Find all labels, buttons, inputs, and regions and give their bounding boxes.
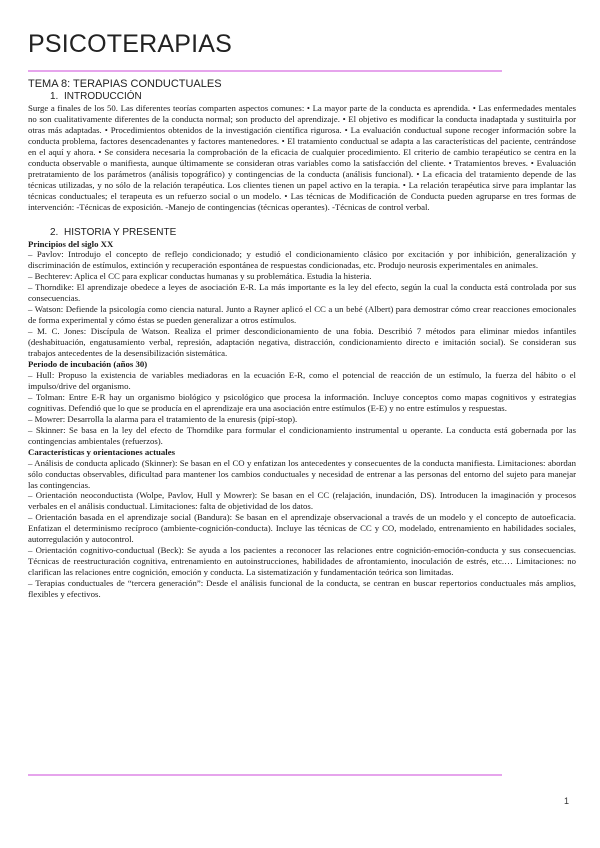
footer-rule [28,774,502,776]
section-number: 1. [50,91,59,102]
history-item: – Orientación basada en el aprendizaje social (Bandura): Se basan en el aprendizaje observacional a través de un modelo y el concepto de autoeficacia. Enfatizan el determinismo recíproco (ambiente-cognición-conducta). Incluye las técnicas de CC y CO, modelado, entrenamiento en habilidades sociales, autorregulación y autocontrol. [28,512,576,545]
history-item: – Skinner: Se basa en la ley del efecto de Thorndike para formular el condicionamiento instrumental u operante. La conducta está gobernada por las contingencias ambientales (refuerzos). [28,424,576,446]
history-item: – Tolman: Entre E-R hay un organismo biológico y psicológico que procesa la información. Incluye conceptos como mapas cognitivos y estrategias cognitivas. Defendió que lo que se producía en el aprendizaje era una asociación entre estímulos (E-E) y no entre estímulos y respuestas. [28,391,576,413]
history-item: – Terapias conductuales de “tercera generación”: Desde el análisis funcional de la conducta, se centran en buscar repertorios conductuales más amplios, flexibles y efectivos. [28,578,576,600]
page-number: 1 [564,796,570,806]
history-item: – Watson: Defiende la psicología como ciencia natural. Junto a Rayner aplicó el CC a un bebé (Albert) para demostrar cómo crear reacciones emocionales de forma experimental y cómo éstas se pueden generalizar a otros estímulos. [28,304,576,326]
subsection-heading: Principios del siglo XX [28,238,114,249]
history-item: – Hull: Propuso la existencia de variables mediadoras en la ecuación E-R, como el potencial de reacción de un estímulo, la fuerza del hábito o el impulso/drive del organismo. [28,369,576,391]
subsection-heading: Periodo de incubación (años 30) [28,359,148,370]
section-title: INTRODUCCIÓN [64,91,142,102]
document-title: PSICOTERAPIAS [28,30,233,58]
history-item: – Análisis de conducta aplicado (Skinner): Se basan en el CO y enfatizan los antecedentes y consecuentes de la conducta manifiesta. Limitaciones: abordan sólo conductas observables, dificultad para mantener los cambios conductuales y necesidad de entrenar a las personas del entorno del sujeto para manejar las contingencias. [28,457,576,490]
history-item: – Bechterev: Aplica el CC para explicar conductas humanas y su problemática. Estudia la histeria. [28,271,372,282]
section-title: HISTORIA Y PRESENTE [64,226,177,238]
topic-title: TEMA 8: TERAPIAS CONDUCTUALES [28,78,222,90]
page-content [28,78,576,600]
section-heading-introduccion [50,91,576,103]
history-item: – Orientación neoconductista (Wolpe, Pavlov, Hull y Mowrer): Se basan en el CC (relajación, inundación, DS). Introducen la imaginación y procesos verbales en el análisis conductual. Limitaciones: falta de objetividad de los datos. [28,490,576,512]
history-item: – M. C. Jones: Discípula de Watson. Realiza el primer descondicionamiento de una fobia. Describió 7 métodos para eliminar miedos infantiles (deshabituación, engatusamiento verbal, represión, adaptación negativa, distracción, condicionamiento directo e imitación social). Se consideran sus trabajos antecedentes de la desensibilización sistemática. [28,326,576,359]
history-item: – Mowrer: Desarrolla la alarma para el tratamiento de la enuresis (pipí-stop). [28,413,298,424]
history-item: – Thorndike: El aprendizaje obedece a leyes de asociación E-R. La más importante es la ley del efecto, según la cual la conducta está controlada por sus consecuencias. [28,282,576,304]
subsection-heading: Características y orientaciones actuales [28,446,176,457]
history-item: – Orientación cognitivo-conductual (Beck): Se ayuda a los pacientes a reconocer las relaciones entre cognición-emoción-conducta y sus consecuencias. Técnicas de reestructuración cognitiva, entrenamiento en autoinstrucciones, habilidades de afrontamiento, inoculación de estrés, etc.… Limitaciones: no clarifican las relaciones entre cognición, emoción y conducta. La sistematización y fundamentación teórica son limitadas. [28,545,576,578]
section-heading-historia [50,227,576,239]
section-number: 2. [50,226,59,238]
history-item: – Pavlov: Introdujo el concepto de reflejo condicionado; y estudió el condicionamiento clásico por excitación y por inhibición, generalización y discriminación de estímulos, extinción y recuperación espontánea de respuestas condicionadas, etc. Produjo neurosis experimentales en animales. [28,249,576,271]
title-underline [28,70,502,72]
intro-paragraph: Surge a finales de los 50. Las diferentes teorías comparten aspectos comunes: • La mayor parte de la conducta es aprendida. • Las enfermedades mentales no son cualitativamente diferentes de la conducta normal; son producto del aprendizaje. • El objetivo es modificar la conducta inadaptada y sustituirla por otras más adaptadas. • Procedimientos obtenidos de la investigación científica rigurosa. • La evaluación conductual supone recoger información sobre la conducta problema, factores desencadenantes y factores mantenedores. • El tratamiento conductual se adapta a las características del paciente, centrándose en el aquí y ahora. • Se considera necesaria la comprobación de la eficacia de cualquier procedimiento. El criterio de cambio terapéutico se centra en la conducta observable o manifiesta, aunque últimamente se consideran otras variables como la satisfacción del cliente. • Tratamientos breves. • Evaluación pretratamiento de los parámetros (análisis topográfico) y contingencias de la conducta (análisis funcional). • La eficacia del tratamiento depende de las técnicas utilizadas, y no sólo de la relación terapéutica. Los clientes tienen un papel activo en la terapia. • La relación terapéutica sirve para implantar las técnicas conductuales; el terapeuta es un refuerzo social o un modelo. • Las técnicas de Modificación de Conducta pueden agruparse en tres formas de intervención: -Técnicas de exposición. -Manejo de contingencias (técnicas operantes). -Técnicas de control verbal. [28,103,576,212]
